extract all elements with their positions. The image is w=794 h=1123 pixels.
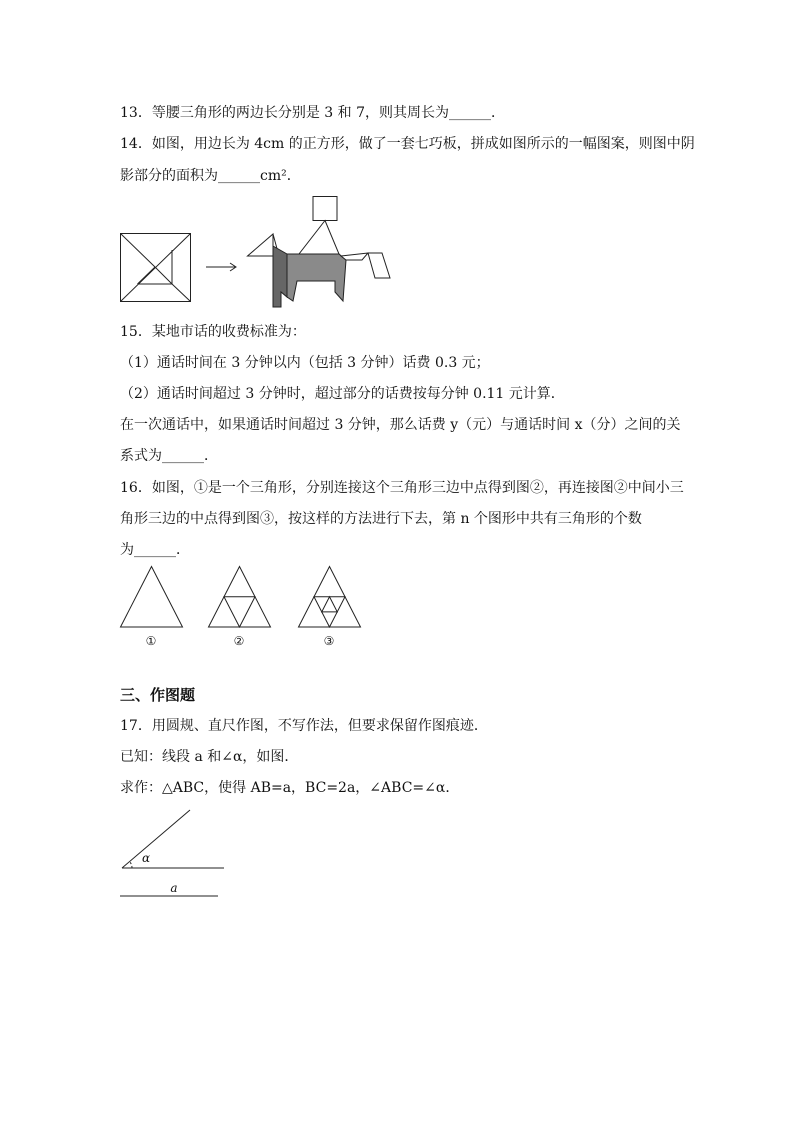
question-14-line1: 14．如图，用边长为 4cm 的正方形，做了一套七巧板，拼成如图所示的一幅图案，则图中阴 <box>120 136 695 152</box>
question-15-line4: 系式为______． <box>120 448 218 464</box>
question-15-intro: 15．某地市话的收费标准为： <box>120 324 306 340</box>
triangle-figure-1 <box>120 566 184 628</box>
question-17-line1: 17．用圆规、直尺作图，不写作法，但要求保留作图痕迹． <box>120 718 488 734</box>
question-16-line2: 角形三边的中点得到图③，按这样的方法进行下去，第 n 个图形中共有三角形的个数 <box>120 511 642 527</box>
segment-label: a <box>170 881 178 895</box>
triangle-figure-3 <box>298 566 362 628</box>
triangle-figure-2 <box>208 566 272 628</box>
question-15-rule1: （1）通话时间在 3 分钟以内（包括 3 分钟）话费 0.3 元； <box>120 355 490 371</box>
question-13: 13．等腰三角形的两边长分别是 3 和 7，则其周长为______． <box>120 105 505 121</box>
question-16-line1: 16．如图，①是一个三角形，分别连接这个三角形三边中点得到图②，再连接图②中间小三 <box>120 480 684 496</box>
question-14-line2: 影部分的面积为______cm²． <box>120 168 301 184</box>
question-17-task: 求作：△ABC，使得 AB=a，BC=2a，∠ABC=∠α． <box>120 780 460 796</box>
figure-label-3: ③ <box>323 634 335 648</box>
question-16-line3: 为______． <box>120 542 190 558</box>
question-17-given: 已知：线段 a 和∠α，如图． <box>120 749 299 765</box>
figure-label-2: ② <box>233 634 245 648</box>
question-15-rule2: （2）通话时间超过 3 分钟时，超过部分的话费按每分钟 0.11 元计算． <box>120 386 565 402</box>
tangram-horse-figure <box>247 196 392 308</box>
question-15-line3: 在一次通话中，如果通话时间超过 3 分钟，那么话费 y（元）与通话时间 x（分）之间的关 <box>120 417 681 433</box>
section-heading: 三、作图题 <box>120 686 196 704</box>
figure-label-1: ① <box>145 634 157 648</box>
angle-label: α <box>141 851 151 865</box>
tangram-square-figure <box>120 233 192 303</box>
arrow-icon <box>206 262 238 272</box>
